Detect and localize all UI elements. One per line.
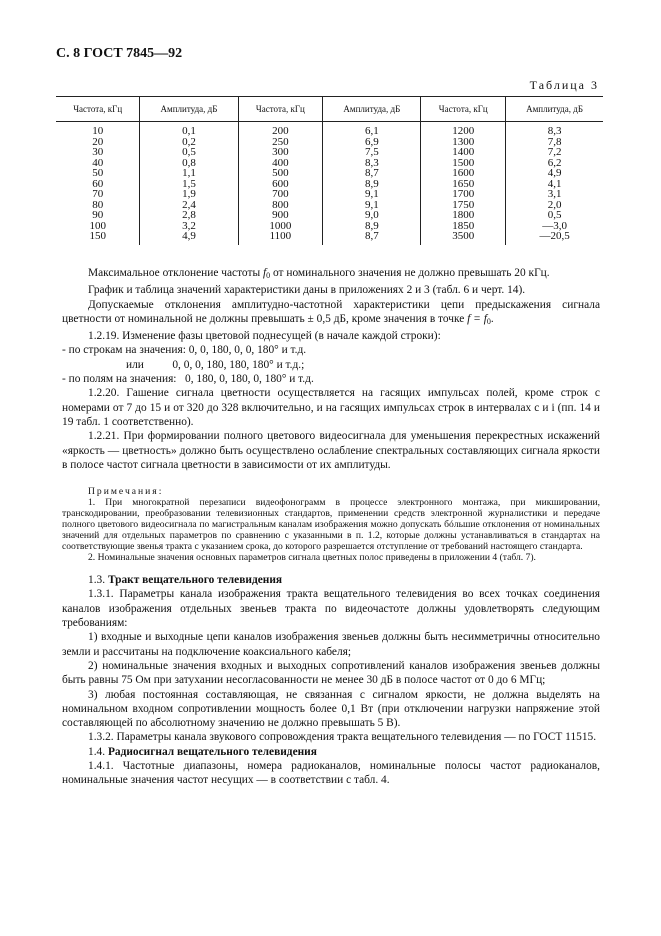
table-cell: 700: [238, 189, 323, 200]
col-header: Амплитуда, дБ: [506, 97, 603, 122]
table-header-row: [56, 97, 603, 122]
table-cell: 9,0: [323, 210, 421, 221]
table-cell: 0,5: [140, 147, 238, 158]
paragraph: Допускаемые отклонения амплитудно-частотной характеристики цепи предыскажения сигнала цветности от номинальной не должны превышать ± 0,5 дБ, кроме значения в точке $f = f_0$.: [62, 298, 600, 326]
table-cell: 9,1: [323, 189, 421, 200]
table-row: [56, 147, 603, 158]
table-row: [56, 168, 603, 179]
clause-1-4-1: 1.4.1. Частотные диапазоны, номера радиоканалов, номинальные полосы частот радиоканалов, номинальные значения частот несущих — в соответствии с табл. 4.: [62, 760, 600, 787]
table-row: [56, 137, 603, 148]
clause-1-3-2: 1.3.2. Параметры канала звукового сопровождения тракта вещательного телевидения — по ГОСТ 11515.: [88, 731, 597, 744]
paragraph: График и таблица значений характеристики даны в приложениях 2 и 3 (табл. 6 и черт. 14).: [88, 284, 526, 297]
table-cell: 1600: [421, 168, 506, 179]
table-cell: 50: [92, 167, 104, 179]
list-item: 1) входные и выходные цепи каналов изображения звеньев должны быть несимметричны относительно земли и рассчитаны на подключение коаксиального кабеля;: [62, 631, 600, 658]
table-cell: 0,1: [140, 122, 238, 137]
table-cell: 1750: [421, 200, 506, 211]
table-cell: 1,9: [140, 189, 238, 200]
table-row: [56, 158, 603, 169]
table-row: [56, 221, 603, 232]
paragraph: Максимальное отклонение частоты $f_0$ от номинального значения не должно превышать 20 кГц.: [88, 267, 550, 280]
table-cell: 2,4: [140, 200, 238, 211]
clause-1-2-21: 1.2.21. При формировании полного цветового видеосигнала для уменьшения перекрестных искажений «яркость — цветность» должно быть осуществлено ослабление спектральных составляющих сигнала яркости в полосе частот сигнала цветности в зависимости от их амплитуды.: [62, 430, 600, 471]
table-cell: 7,2: [506, 147, 603, 158]
table-cell: 8,7: [323, 168, 421, 179]
table-cell: 1400: [421, 147, 506, 158]
section-1-3-heading: 1.3. Тракт вещательного телевидения: [88, 574, 283, 587]
table-cell: 6,9: [323, 137, 421, 148]
table-cell: —20,5: [506, 231, 603, 245]
table-caption: Таблица 3: [529, 78, 599, 92]
table-cell: 1800: [421, 210, 506, 221]
col-header: Частота, кГц: [421, 97, 506, 122]
table-row: [56, 200, 603, 211]
table-cell: 8,3: [506, 122, 603, 137]
table-cell: 7,5: [323, 147, 421, 158]
table-cell: 4,9: [506, 168, 603, 179]
table-cell: 60: [92, 177, 104, 190]
table-row: [56, 179, 603, 190]
table-cell: 1200: [421, 122, 506, 137]
table-cell: 900: [238, 210, 323, 221]
page-header: С. 8 ГОСТ 7845—92: [56, 46, 183, 61]
phase-line: - по строкам на значения: 0, 0, 180, 0, 0, 180° и т.д.: [62, 344, 307, 357]
clause-1-2-19: 1.2.19. Изменение фазы цветовой поднесущей (в начале каждой строки):: [88, 330, 441, 343]
table-cell: 3500: [421, 231, 506, 245]
phase-line: или 0, 0, 0, 180, 180, 180° и т.д.;: [126, 358, 305, 371]
table-row: [56, 210, 603, 221]
section-1-4-heading: 1.4. Радиосигнал вещательного телевидения: [88, 745, 317, 758]
table-cell: 1,5: [140, 179, 238, 190]
table-cell: 1500: [421, 158, 506, 169]
body-text: [62, 266, 600, 788]
table-cell: 4,9: [140, 231, 238, 245]
table-cell: 100: [89, 219, 106, 232]
table-cell: 10: [92, 125, 104, 137]
table-cell: 1700: [421, 189, 506, 200]
table-cell: 9,1: [323, 200, 421, 211]
table-cell: 40: [92, 156, 104, 169]
table-cell: 600: [238, 179, 323, 190]
table-cell: 400: [238, 158, 323, 169]
table-cell: 8,9: [323, 179, 421, 190]
list-item: 2) номинальные значения входных и выходных сопротивлений каналов изображения звеньев должны быть равны 75 Ом при затухании несогласованности не менее 30 дБ в полосе частот от 0 до 6 МГц;: [62, 659, 600, 687]
table-cell: 1650: [421, 179, 506, 190]
table-cell: 8,7: [323, 231, 421, 245]
col-header: Амплитуда, дБ: [140, 97, 238, 122]
table-cell: 8,9: [323, 221, 421, 232]
note-2: 2. Номинальные значения основных параметров сигнала цветных полос приведены в приложении 4 (табл. 7).: [88, 552, 536, 564]
notes-title: Примечания:: [88, 486, 164, 498]
table-cell: 0,5: [506, 210, 603, 221]
table-cell: 30: [92, 146, 104, 158]
table-row: [56, 231, 603, 245]
table-cell: 0,2: [140, 137, 238, 148]
table-cell: 70: [92, 188, 104, 200]
table-row: [56, 189, 603, 200]
phase-line: - по полям на значения: 0, 180, 0, 180, 0, 180° и т.д.: [62, 373, 314, 386]
notes-block: [62, 486, 600, 563]
col-header: Амплитуда, дБ: [323, 97, 421, 122]
table-cell: 80: [92, 198, 104, 211]
table-cell: 8,3: [323, 158, 421, 169]
note-1: 1. При многократной перезаписи видеофонограмм в процессе электронного монтажа, при микшировании, транскодировании, преобразовании телевизионных стандартов, применении средств электронной журналистики и передаче полного цветового видеосигнала по магистральным каналам изображения можно допускать бóльшие отклонения от номинальных значений для отдельных параметров по сравнению с указанными в п. 1.2, которые должны устанавливаться в стандартах на соответствующие звенья тракта с указанием срока, до которого разрешается отступление от требований настоящего стандарта.: [62, 497, 600, 553]
table-cell: 150: [89, 230, 106, 242]
clause-1-3-1: 1.3.1. Параметры канала изображения тракта вещательного телевидения во всех точках соединения каналов изображения отдельных звеньев тракта по видеочастоте должны удовлетворять следующим требованиям:: [62, 588, 600, 630]
table-cell: 1300: [421, 137, 506, 148]
table-cell: 2,8: [140, 210, 238, 221]
table-cell: 500: [238, 168, 323, 179]
table-cell: —3,0: [506, 221, 603, 232]
table-cell: 6,2: [506, 158, 603, 169]
table-cell: 6,1: [323, 122, 421, 137]
table-cell: 1100: [238, 231, 323, 245]
col-header: Частота, кГц: [238, 97, 323, 122]
table-cell: 250: [238, 137, 323, 148]
table-cell: 1000: [238, 221, 323, 232]
table-cell: 1,1: [140, 168, 238, 179]
clause-1-2-20: 1.2.20. Гашение сигнала цветности осуществляется на гасящих импульсах полей, кроме строк с номерами от 7 до 15 и от 320 до 328 включительно, и на гасящих импульсах строк в интервалах c и i (пп. 14 и 19 табл. 1 соответственно).: [62, 387, 600, 428]
list-item: 3) любая постоянная составляющая, не связанная с сигналом яркости, не должна выделять на номинальном входном сопротивлении мощность более 0,1 Вт (при отключении нагрузки напряжение этой составляющей по абсолютному значению не должно превышать 5 В).: [62, 688, 600, 730]
table-cell: 7,8: [506, 137, 603, 148]
table-cell: 3,2: [140, 221, 238, 232]
table-cell: 800: [238, 200, 323, 211]
table-cell: 1850: [421, 221, 506, 232]
table-cell: 300: [238, 147, 323, 158]
table-cell: 3,1: [506, 189, 603, 200]
table-cell: 200: [238, 122, 323, 137]
table-cell: 20: [92, 135, 104, 148]
table-cell: 0,8: [140, 158, 238, 169]
col-header: Частота, кГц: [56, 97, 140, 122]
values-table: [56, 96, 603, 245]
table-cell: 4,1: [506, 179, 603, 190]
table-row: [56, 122, 603, 137]
table-cell: 90: [92, 209, 104, 221]
table-cell: 2,0: [506, 200, 603, 211]
